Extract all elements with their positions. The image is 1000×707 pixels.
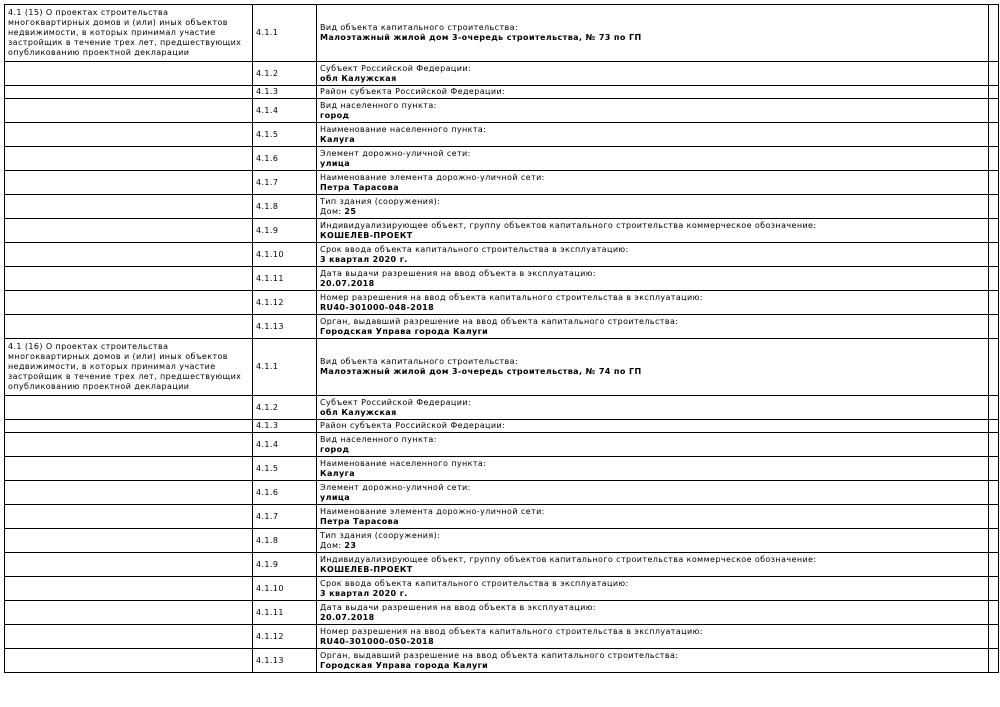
field-value	[320, 637, 985, 647]
empty-cell	[5, 649, 253, 673]
field-value-text: КОШЕЛЕВ-ПРОЕКТ	[320, 564, 413, 574]
field-value	[320, 367, 985, 377]
table-row	[5, 649, 999, 673]
table-row	[5, 315, 999, 339]
field-label: Срок ввода объекта капитального строительства в эксплуатацию:	[320, 244, 629, 254]
row-code: 4.1.12	[253, 291, 317, 315]
cutoff-cell	[989, 433, 999, 457]
field-value-prefix: Дом:	[320, 540, 345, 550]
field-value-text: Калуга	[320, 134, 355, 144]
row-content	[317, 147, 989, 171]
field-value	[320, 661, 985, 671]
empty-cell	[5, 433, 253, 457]
field-value-text: 20.07.2018	[320, 278, 375, 288]
table-row	[5, 5, 999, 62]
field-label: Субъект Российской Федерации:	[320, 63, 472, 73]
row-content	[317, 625, 989, 649]
table-row	[5, 625, 999, 649]
field-label: Район субъекта Российской Федерации:	[320, 421, 506, 430]
table-row	[5, 433, 999, 457]
row-content	[317, 243, 989, 267]
table-row	[5, 171, 999, 195]
table-row	[5, 147, 999, 171]
field-value-text: RU40-301000-050-2018	[320, 636, 435, 646]
cutoff-cell	[989, 123, 999, 147]
cutoff-cell	[989, 291, 999, 315]
row-content	[317, 505, 989, 529]
cutoff-cell	[989, 420, 999, 433]
document-page	[4, 4, 1000, 707]
field-value-text: 25	[344, 206, 357, 216]
table-row	[5, 86, 999, 99]
empty-cell	[5, 505, 253, 529]
field-label: Элемент дорожно-уличной сети:	[320, 482, 471, 492]
empty-cell	[5, 62, 253, 86]
field-value-text: Калуга	[320, 468, 355, 478]
empty-cell	[5, 420, 253, 433]
cutoff-cell	[989, 195, 999, 219]
row-content	[317, 481, 989, 505]
row-code: 4.1.5	[253, 123, 317, 147]
empty-cell	[5, 123, 253, 147]
row-content	[317, 529, 989, 553]
empty-cell	[5, 171, 253, 195]
table-row	[5, 99, 999, 123]
field-value-text: город	[320, 444, 350, 454]
cutoff-cell	[989, 339, 999, 396]
field-value	[320, 74, 985, 84]
field-label: Элемент дорожно-уличной сети:	[320, 148, 471, 158]
row-content	[317, 601, 989, 625]
row-content	[317, 420, 989, 433]
cutoff-cell	[989, 577, 999, 601]
table-body	[5, 5, 999, 673]
row-content	[317, 649, 989, 673]
cutoff-cell	[989, 171, 999, 195]
field-value-text: Городская Управа города Калуги	[320, 326, 489, 336]
field-value-text: RU40-301000-048-2018	[320, 302, 435, 312]
field-value-text: 3 квартал 2020 г.	[320, 588, 408, 598]
cutoff-cell	[989, 86, 999, 99]
empty-cell	[5, 86, 253, 99]
row-code: 4.1.6	[253, 481, 317, 505]
field-value	[320, 279, 985, 289]
empty-cell	[5, 553, 253, 577]
table-row	[5, 420, 999, 433]
field-value	[320, 327, 985, 337]
table-row	[5, 219, 999, 243]
table-row	[5, 267, 999, 291]
cutoff-cell	[989, 505, 999, 529]
field-value-text: город	[320, 110, 350, 120]
field-value-text: улица	[320, 158, 351, 168]
row-content	[317, 457, 989, 481]
row-code: 4.1.13	[253, 315, 317, 339]
row-code: 4.1.4	[253, 433, 317, 457]
field-value-text: Малоэтажный жилой дом 3-очередь строительства, № 73 по ГП	[320, 33, 642, 42]
table-row	[5, 195, 999, 219]
cutoff-cell	[989, 553, 999, 577]
field-label: Дата выдачи разрешения на ввод объекта в эксплуатацию:	[320, 268, 596, 278]
section-description	[5, 5, 253, 62]
row-code: 4.1.6	[253, 147, 317, 171]
field-value-text: обл Калужская	[320, 73, 397, 83]
project-declaration-table	[4, 4, 999, 673]
field-label: Район субъекта Российской Федерации:	[320, 87, 506, 96]
cutoff-cell	[989, 243, 999, 267]
empty-cell	[5, 291, 253, 315]
table-row	[5, 62, 999, 86]
table-row	[5, 505, 999, 529]
empty-cell	[5, 457, 253, 481]
cutoff-cell	[989, 396, 999, 420]
cutoff-cell	[989, 649, 999, 673]
row-content	[317, 396, 989, 420]
row-code: 4.1.7	[253, 171, 317, 195]
table-row	[5, 457, 999, 481]
field-label: Наименование элемента дорожно-уличной сети:	[320, 506, 545, 516]
row-content	[317, 577, 989, 601]
field-label: Дата выдачи разрешения на ввод объекта в эксплуатацию:	[320, 602, 596, 612]
cutoff-cell	[989, 601, 999, 625]
table-row	[5, 601, 999, 625]
table-row	[5, 243, 999, 267]
cutoff-cell	[989, 481, 999, 505]
row-code: 4.1.11	[253, 267, 317, 291]
row-content	[317, 339, 989, 396]
cutoff-cell	[989, 529, 999, 553]
row-code: 4.1.9	[253, 219, 317, 243]
field-label: Наименование населенного пункта:	[320, 458, 487, 468]
row-code: 4.1.1	[253, 339, 317, 396]
field-value-text: Городская Управа города Калуги	[320, 660, 489, 670]
row-code: 4.1.10	[253, 577, 317, 601]
row-code: 4.1.4	[253, 99, 317, 123]
cutoff-cell	[989, 5, 999, 62]
field-label: Индивидуализирующее объект, группу объектов капитального строительства коммерческое обозначение:	[320, 220, 817, 230]
field-value	[320, 207, 985, 217]
row-code: 4.1.13	[253, 649, 317, 673]
field-label: Срок ввода объекта капитального строительства в эксплуатацию:	[320, 578, 629, 588]
field-value-text: обл Калужская	[320, 407, 397, 417]
field-value-text: Малоэтажный жилой дом 3-очередь строительства, № 74 по ГП	[320, 367, 642, 376]
field-label: Номер разрешения на ввод объекта капитального строительства в эксплуатацию:	[320, 292, 703, 302]
field-label: Вид объекта капитального строительства:	[320, 357, 519, 366]
field-label: Вид населенного пункта:	[320, 100, 437, 110]
empty-cell	[5, 601, 253, 625]
field-value	[320, 445, 985, 455]
table-row	[5, 396, 999, 420]
field-value-text: Петра Тарасова	[320, 182, 399, 192]
empty-cell	[5, 625, 253, 649]
empty-cell	[5, 577, 253, 601]
row-code: 4.1.7	[253, 505, 317, 529]
row-code: 4.1.8	[253, 529, 317, 553]
field-value-text: 20.07.2018	[320, 612, 375, 622]
table-row	[5, 339, 999, 396]
empty-cell	[5, 195, 253, 219]
row-content	[317, 553, 989, 577]
field-value-text: Петра Тарасова	[320, 516, 399, 526]
row-content	[317, 62, 989, 86]
row-content	[317, 99, 989, 123]
section-description-text: 4.1 (15) О проектах строительства многоквартирных домов и (или) иных объектов недвижимости, в которых принимал участие застройщик в течение трех лет, предшествующих опубликованию проектной декларации	[8, 8, 242, 57]
field-label: Наименование населенного пункта:	[320, 124, 487, 134]
table-row	[5, 291, 999, 315]
row-code: 4.1.5	[253, 457, 317, 481]
section-description-text: 4.1 (16) О проектах строительства многоквартирных домов и (или) иных объектов недвижимости, в которых принимал участие застройщик в течение трех лет, предшествующих опубликованию проектной декларации	[8, 342, 242, 391]
empty-cell	[5, 396, 253, 420]
row-content	[317, 195, 989, 219]
field-value-text: 3 квартал 2020 г.	[320, 254, 408, 264]
field-value-prefix: Дом:	[320, 206, 345, 216]
empty-cell	[5, 267, 253, 291]
cutoff-cell	[989, 457, 999, 481]
row-code: 4.1.3	[253, 420, 317, 433]
field-label: Номер разрешения на ввод объекта капитального строительства в эксплуатацию:	[320, 626, 703, 636]
field-value	[320, 255, 985, 265]
field-value-text: 23	[344, 540, 357, 550]
field-value	[320, 159, 985, 169]
row-code: 4.1.9	[253, 553, 317, 577]
field-value	[320, 517, 985, 527]
table-row	[5, 529, 999, 553]
table-row	[5, 577, 999, 601]
field-value-text: улица	[320, 492, 351, 502]
empty-cell	[5, 315, 253, 339]
field-value	[320, 33, 985, 43]
row-content	[317, 123, 989, 147]
field-value	[320, 183, 985, 193]
empty-cell	[5, 219, 253, 243]
empty-cell	[5, 481, 253, 505]
field-label: Индивидуализирующее объект, группу объектов капитального строительства коммерческое обозначение:	[320, 554, 817, 564]
empty-cell	[5, 99, 253, 123]
empty-cell	[5, 147, 253, 171]
field-label: Орган, выдавший разрешение на ввод объекта капитального строительства:	[320, 650, 679, 660]
row-content	[317, 219, 989, 243]
row-code: 4.1.11	[253, 601, 317, 625]
row-content	[317, 315, 989, 339]
cutoff-cell	[989, 62, 999, 86]
field-value-text: КОШЕЛЕВ-ПРОЕКТ	[320, 230, 413, 240]
field-label: Тип здания (сооружения):	[320, 196, 441, 206]
field-value	[320, 469, 985, 479]
field-value	[320, 303, 985, 313]
field-value	[320, 408, 985, 418]
section-description	[5, 339, 253, 396]
field-value	[320, 493, 985, 503]
table-row	[5, 553, 999, 577]
row-code: 4.1.2	[253, 396, 317, 420]
table-row	[5, 481, 999, 505]
row-code: 4.1.10	[253, 243, 317, 267]
row-code: 4.1.1	[253, 5, 317, 62]
row-code: 4.1.3	[253, 86, 317, 99]
cutoff-cell	[989, 147, 999, 171]
row-code: 4.1.12	[253, 625, 317, 649]
field-label: Орган, выдавший разрешение на ввод объекта капитального строительства:	[320, 316, 679, 326]
row-code: 4.1.8	[253, 195, 317, 219]
field-value	[320, 565, 985, 575]
row-content	[317, 171, 989, 195]
cutoff-cell	[989, 99, 999, 123]
row-content	[317, 433, 989, 457]
field-label: Вид населенного пункта:	[320, 434, 437, 444]
field-label: Тип здания (сооружения):	[320, 530, 441, 540]
field-label: Субъект Российской Федерации:	[320, 397, 472, 407]
field-label: Наименование элемента дорожно-уличной сети:	[320, 172, 545, 182]
field-value	[320, 613, 985, 623]
row-code: 4.1.2	[253, 62, 317, 86]
field-value	[320, 111, 985, 121]
cutoff-cell	[989, 219, 999, 243]
row-content	[317, 267, 989, 291]
row-content	[317, 5, 989, 62]
row-content	[317, 291, 989, 315]
field-value	[320, 589, 985, 599]
cutoff-cell	[989, 625, 999, 649]
row-content	[317, 86, 989, 99]
cutoff-cell	[989, 267, 999, 291]
field-value	[320, 231, 985, 241]
empty-cell	[5, 529, 253, 553]
cutoff-cell	[989, 315, 999, 339]
field-value	[320, 135, 985, 145]
field-value	[320, 541, 985, 551]
empty-cell	[5, 243, 253, 267]
field-label: Вид объекта капитального строительства:	[320, 23, 519, 32]
table-row	[5, 123, 999, 147]
